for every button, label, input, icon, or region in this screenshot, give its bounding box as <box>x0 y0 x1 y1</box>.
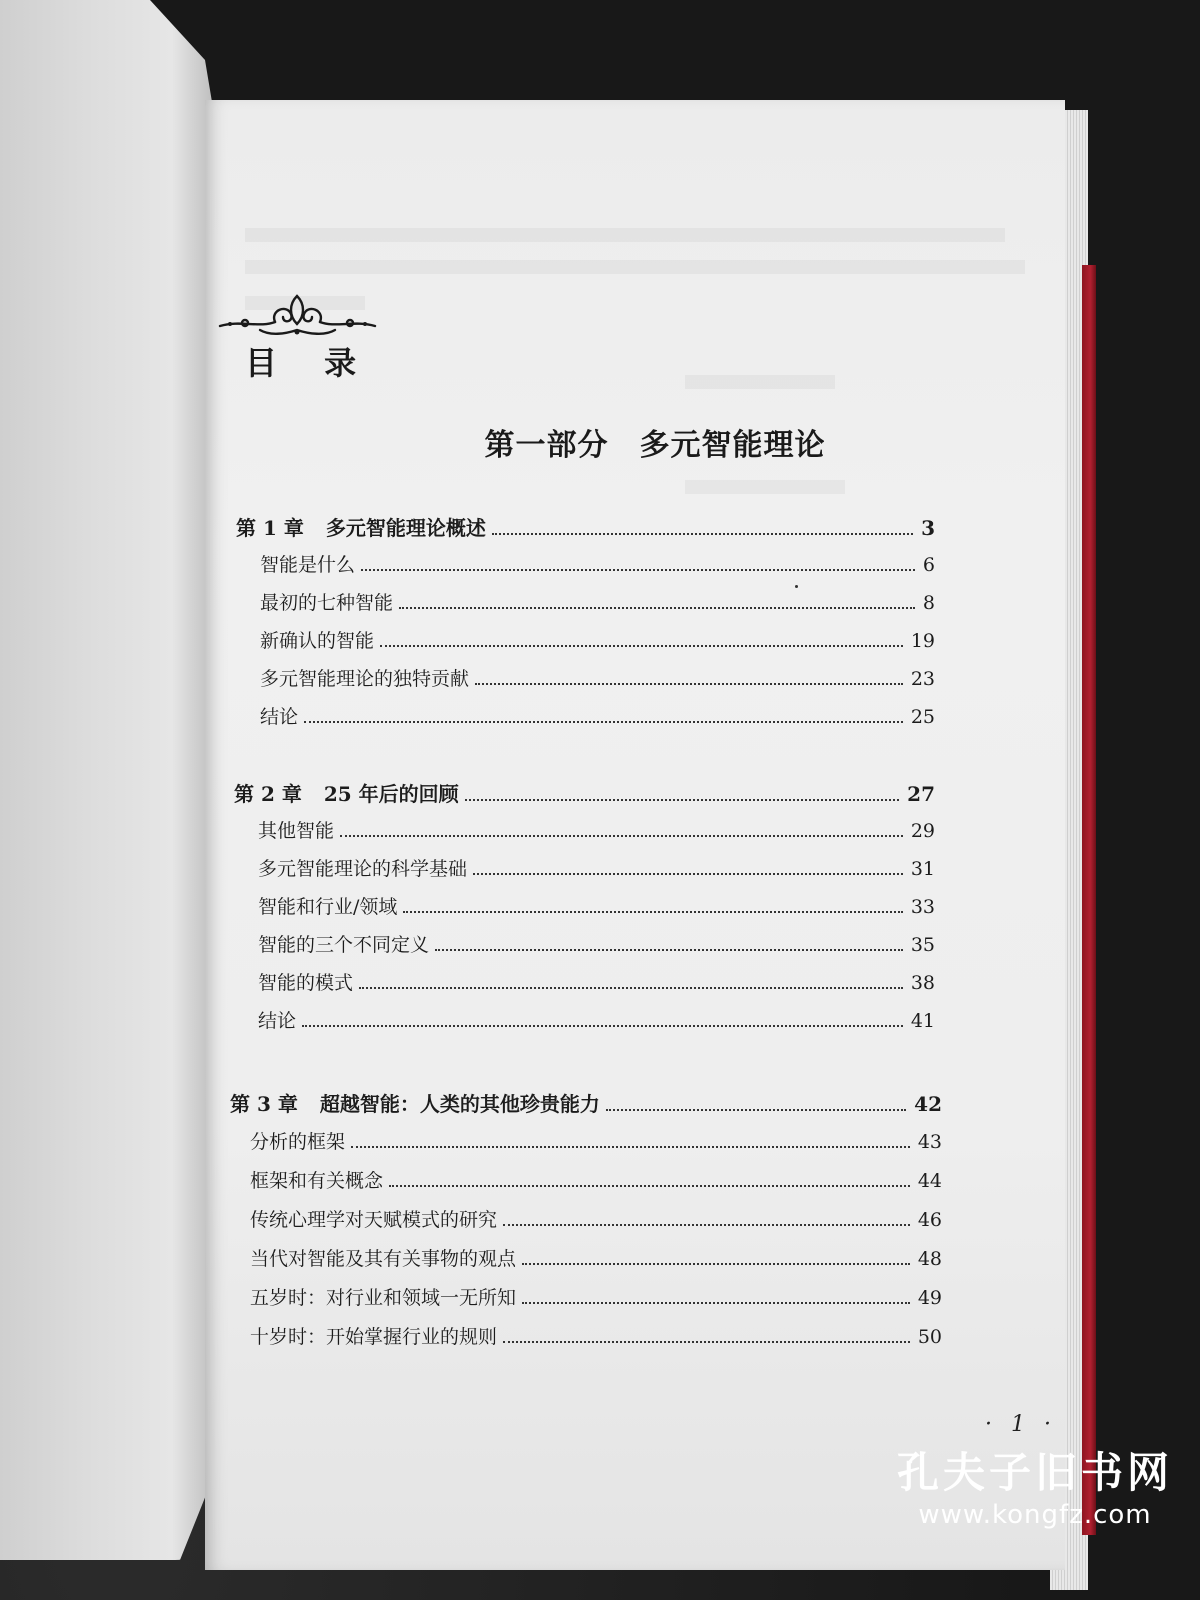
toc-section-entry[interactable] <box>258 1006 935 1033</box>
dot-leader <box>389 1185 910 1187</box>
entry-title: 智能是什么 <box>260 554 356 576</box>
entry-page-number: 48 <box>917 1248 942 1270</box>
entry-title: 十岁时：开始掌握行业的规则 <box>250 1326 498 1348</box>
entry-page-number: 44 <box>917 1170 942 1192</box>
left-page <box>0 0 215 1560</box>
toc-section-entry[interactable] <box>260 664 935 691</box>
entry-title: 传统心理学对天赋模式的研究 <box>250 1209 498 1231</box>
dot-leader <box>399 607 915 609</box>
entry-title: 其他智能 <box>258 820 335 842</box>
entry-title: 25 年后的回顾 <box>323 782 459 806</box>
entry-title: 智能的三个不同定义 <box>258 934 430 956</box>
entry-page-number: 29 <box>910 820 935 842</box>
toc-section-entry[interactable] <box>250 1322 942 1349</box>
entry-page-number: 31 <box>910 858 935 880</box>
entry-page-number: 23 <box>910 668 935 690</box>
entry-page-number: 3 <box>921 516 935 540</box>
toc-section-entry[interactable] <box>250 1127 942 1154</box>
entry-page-number: 19 <box>910 630 935 652</box>
dot-leader <box>475 683 903 685</box>
dot-leader <box>359 987 903 989</box>
entry-title: 五岁时：对行业和领域一无所知 <box>250 1287 517 1309</box>
entry-page-number: 43 <box>917 1131 942 1153</box>
dot-leader <box>340 835 903 837</box>
dot-leader <box>302 1025 903 1027</box>
toc-section-entry[interactable] <box>258 968 935 995</box>
entry-page-number: 35 <box>910 934 935 956</box>
dot-leader <box>403 911 902 913</box>
entry-title: 智能的模式 <box>258 972 354 994</box>
bleed-through-line <box>245 228 1005 242</box>
toc-section-entry[interactable] <box>250 1283 942 1310</box>
entry-title: 分析的框架 <box>250 1131 346 1153</box>
entry-page-number: 46 <box>917 1209 942 1231</box>
entry-title: 当代对智能及其有关事物的观点 <box>250 1248 517 1270</box>
toc-section-entry[interactable] <box>260 588 935 615</box>
watermark-url: www.kongfz.com <box>918 1500 1152 1530</box>
dust-speck <box>795 585 798 588</box>
bleed-through-line <box>685 480 845 494</box>
entry-page-number: 33 <box>910 896 935 918</box>
toc-section-entry[interactable] <box>258 930 935 957</box>
dot-leader <box>503 1224 910 1226</box>
dot-leader <box>522 1263 910 1265</box>
entry-page-number: 27 <box>907 782 935 806</box>
toc-section-entry[interactable] <box>250 1166 942 1193</box>
chapter-number: 第 1 章 <box>236 516 304 540</box>
page-number: · 1 · <box>985 1412 1057 1437</box>
entry-page-number: 49 <box>917 1287 942 1309</box>
part-heading <box>0 420 1200 464</box>
entry-page-number: 6 <box>922 554 935 576</box>
watermark <box>880 1448 1190 1532</box>
entry-title: 多元智能理论概述 <box>325 516 486 540</box>
part-heading-text: 第一部分 多元智能理论 <box>484 428 826 463</box>
toc-chapter-entry[interactable] <box>234 778 935 807</box>
dot-leader <box>361 569 915 571</box>
dot-leader <box>503 1341 910 1343</box>
dot-leader <box>380 645 903 647</box>
dot-leader <box>435 949 903 951</box>
toc-section-entry[interactable] <box>258 892 935 919</box>
toc-section-entry[interactable] <box>260 626 935 653</box>
toc-section-entry[interactable] <box>258 816 935 843</box>
entry-title: 新确认的智能 <box>260 630 375 652</box>
dot-leader <box>606 1109 906 1111</box>
toc-section-entry[interactable] <box>258 854 935 881</box>
dot-leader <box>465 799 900 801</box>
entry-page-number: 50 <box>917 1326 942 1348</box>
chapter-number: 第 3 章 <box>230 1092 298 1116</box>
entry-title: 超越智能：人类的其他珍贵能力 <box>319 1092 600 1116</box>
toc-section-entry[interactable] <box>260 550 935 577</box>
toc-chapter-entry[interactable] <box>236 512 935 541</box>
toc-section-entry[interactable] <box>260 702 935 729</box>
entry-page-number: 8 <box>922 592 935 614</box>
dot-leader <box>304 721 903 723</box>
toc-chapter-entry[interactable] <box>230 1088 942 1117</box>
dot-leader <box>522 1302 910 1304</box>
decorative-flourish-icon <box>215 290 380 340</box>
entry-title: 最初的七种智能 <box>260 592 394 614</box>
toc-heading: 目 录 <box>245 344 375 382</box>
dot-leader <box>351 1146 910 1148</box>
chapter-number: 第 2 章 <box>234 782 302 806</box>
toc-section-entry[interactable] <box>250 1244 942 1271</box>
entry-page-number: 41 <box>910 1010 935 1032</box>
entry-title: 智能和行业/领域 <box>258 896 398 918</box>
entry-title: 结论 <box>260 706 299 728</box>
bleed-through-line <box>245 260 1025 274</box>
entry-title: 多元智能理论的科学基础 <box>258 858 468 880</box>
entry-page-number: 25 <box>910 706 935 728</box>
toc-section-entry[interactable] <box>250 1205 942 1232</box>
entry-title: 结论 <box>258 1010 297 1032</box>
entry-page-number: 42 <box>914 1092 942 1116</box>
entry-title: 框架和有关概念 <box>250 1170 384 1192</box>
entry-title: 多元智能理论的独特贡献 <box>260 668 470 690</box>
dot-leader <box>492 533 913 535</box>
bleed-through-line <box>685 375 835 389</box>
entry-page-number: 38 <box>910 972 935 994</box>
dot-leader <box>473 873 903 875</box>
watermark-name: 孔夫子旧书网 <box>896 1448 1173 1497</box>
